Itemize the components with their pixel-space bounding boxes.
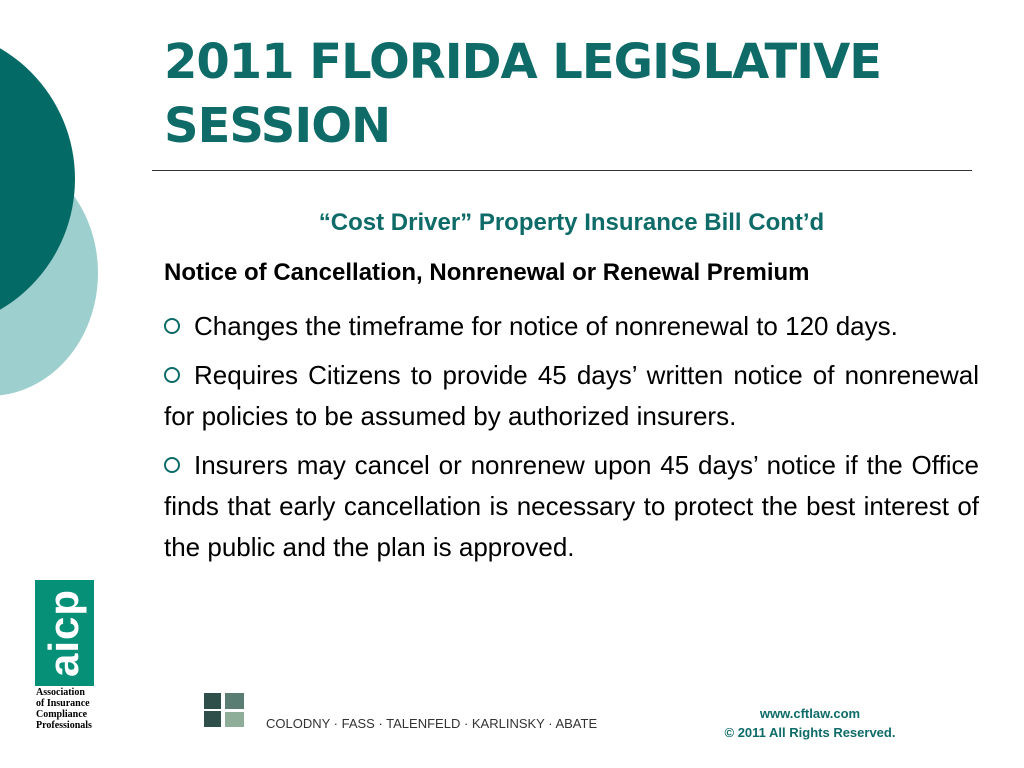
aicp-caption-line: of Insurance	[36, 698, 90, 709]
aicp-caption	[36, 687, 126, 731]
title-divider	[152, 170, 972, 171]
website-link[interactable]: www.cftlaw.com	[759, 706, 861, 721]
bullet-list	[164, 306, 979, 576]
bullet-text: Changes the timeframe for notice of nonrenewal to 120 days.	[194, 311, 898, 341]
site-info	[700, 704, 920, 742]
section-heading: Notice of Cancellation, Nonrenewal or Renewal Premium	[164, 259, 810, 286]
title-line-2: SESSION	[164, 98, 391, 154]
cft-logo-icon	[204, 691, 244, 731]
bullet-text: Insurers may cancel or nonrenew upon 45 days’ notice if the Office finds that early cancellation is necessary to protect the best interest of the public and the plan is approved.	[164, 450, 979, 562]
bullet-text: Requires Citizens to provide 45 days’ written notice of nonrenewal for policies to be assumed by authorized insurers.	[164, 360, 979, 431]
aicp-caption-line: Professionals	[36, 720, 92, 731]
bullet-item	[164, 306, 979, 347]
bullet-item	[164, 355, 979, 437]
slide-subtitle: “Cost Driver” Property Insurance Bill Cont’d	[318, 209, 825, 236]
copyright-text: © 2011 All Rights Reserved.	[724, 725, 896, 740]
aicp-caption-line: Association	[36, 687, 85, 698]
slide-title	[164, 30, 984, 158]
aicp-logo	[35, 580, 94, 686]
bullet-item	[164, 445, 979, 568]
hollow-circle-bullet-icon	[164, 318, 180, 334]
aicp-caption-line: Compliance	[36, 709, 88, 720]
firm-names: COLODNY · FASS · TALENFELD · KARLINSKY · ABATE	[266, 716, 598, 731]
aicp-logo-text: aicp	[40, 588, 88, 678]
title-line-1: 2011 FLORIDA LEGISLATIVE	[164, 34, 882, 90]
hollow-circle-bullet-icon	[164, 367, 180, 383]
hollow-circle-bullet-icon	[164, 457, 180, 473]
